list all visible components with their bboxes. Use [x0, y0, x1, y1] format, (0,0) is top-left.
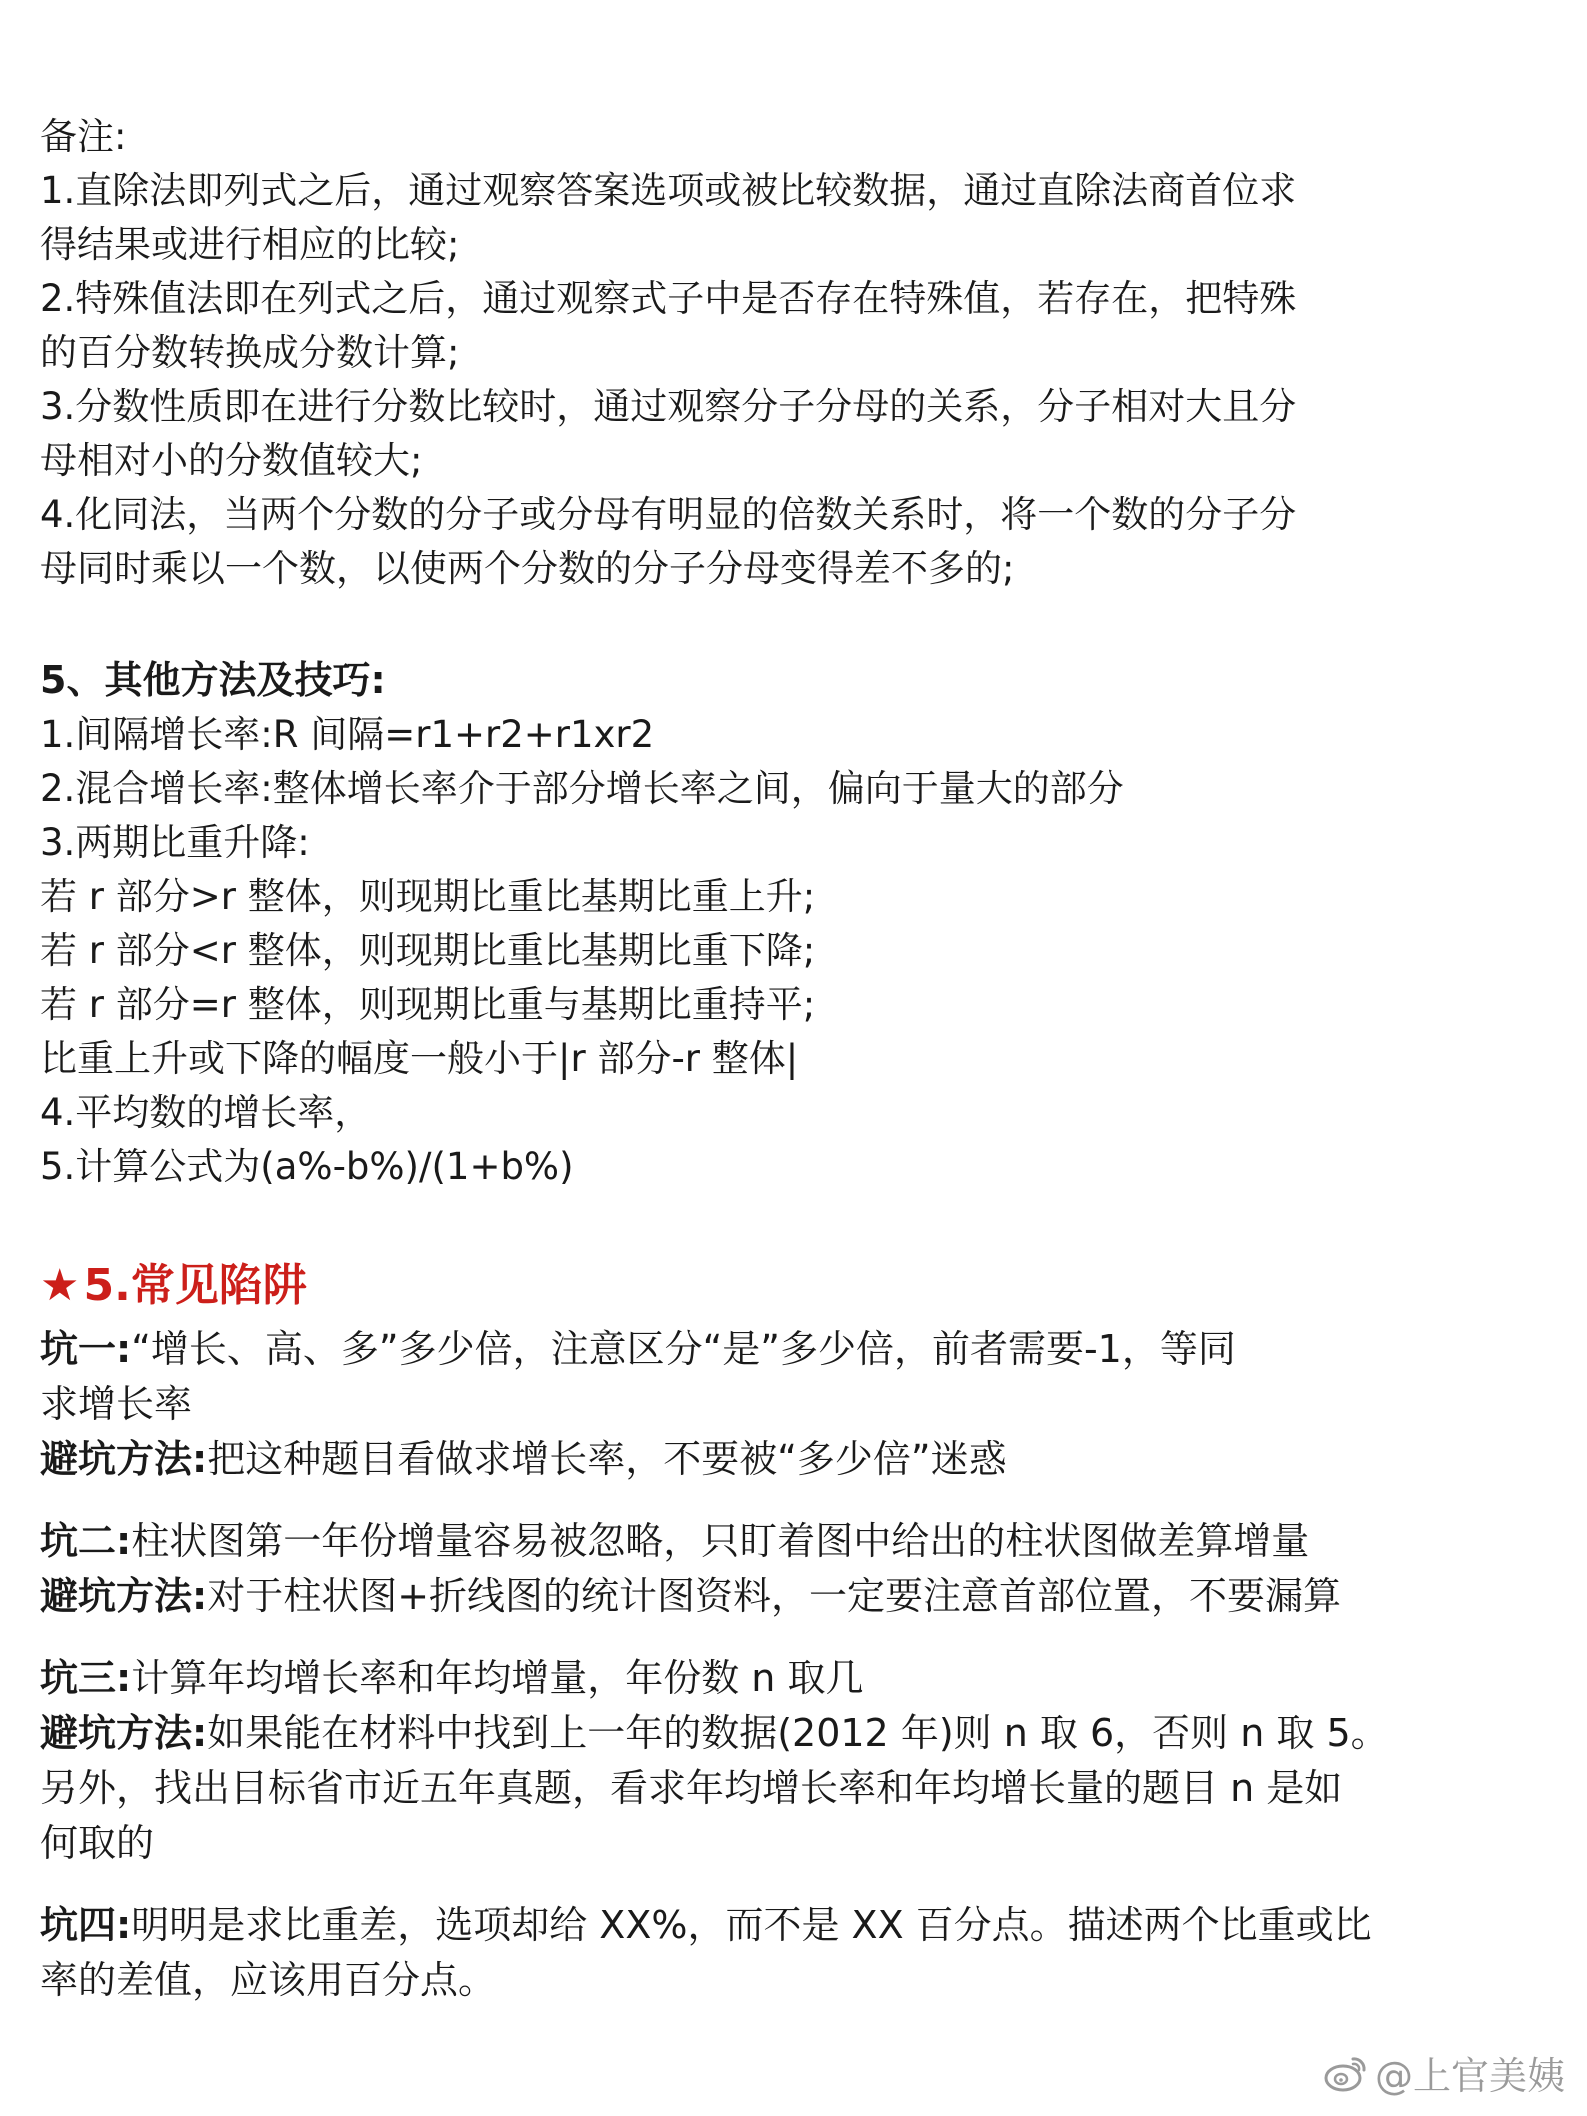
trap-label: 坑四: [40, 1903, 132, 1947]
trap-item-1 [40, 1322, 1540, 1487]
notes-section [40, 110, 1540, 596]
trap-label: 坑一: [40, 1327, 132, 1371]
trap-line [40, 1514, 1540, 1569]
notes-line: 的百分数转换成分数计算; [40, 331, 460, 374]
traps-heading [40, 1254, 1540, 1318]
fix-line [40, 1569, 1540, 1624]
trap-label: 坑二: [40, 1519, 132, 1563]
methods-line: 若 r 部分=r 整体，则现期比重与基期比重持平; [40, 983, 816, 1026]
spacer [40, 1194, 1540, 1254]
fix-label: 避坑方法: [40, 1437, 208, 1481]
trap-line: 求增长率 [40, 1382, 193, 1426]
trap-text: 计算年均增长率和年均增量，年份数 n 取几 [131, 1656, 864, 1700]
trap-item-2 [40, 1514, 1540, 1624]
traps-section [40, 1254, 1540, 2008]
trap-label: 坑三: [40, 1656, 132, 1700]
spacer [40, 596, 1540, 652]
methods-section [40, 652, 1540, 1194]
fix-text: 把这种题目看做求增长率，不要被“多少倍”迷惑 [207, 1437, 1007, 1481]
fix-line: 何取的 [40, 1821, 155, 1865]
watermark [1323, 2045, 1565, 2100]
methods-line: 若 r 部分<r 整体，则现期比重比基期比重下降; [40, 929, 816, 972]
fix-line [40, 1432, 1540, 1487]
weibo-icon [1323, 2053, 1369, 2093]
spacer [40, 1487, 1540, 1514]
methods-line: 1.间隔增长率:R 间隔=r1+r2+r1xr2 [40, 713, 655, 756]
notes-line: 3.分数性质即在进行分数比较时，通过观察分子分母的关系，分子相对大且分 [40, 385, 1297, 428]
star-icon: ★ [40, 1260, 80, 1311]
spacer [40, 1871, 1540, 1898]
trap-text: 柱状图第一年份增量容易被忽略，只盯着图中给出的柱状图做差算增量 [131, 1519, 1310, 1563]
trap-text: “增长、高、多”多少倍，注意区分“是”多少倍，前者需要-1，等同 [131, 1327, 1236, 1371]
watermark-text: @上官美姨 [1374, 2054, 1565, 2098]
notes-line: 2.特殊值法即在列式之后，通过观察式子中是否存在特殊值，若存在，把特殊 [40, 277, 1297, 320]
trap-line [40, 1651, 1540, 1706]
fix-text: 对于柱状图+折线图的统计图资料，一定要注意首部位置，不要漏算 [207, 1574, 1342, 1618]
methods-line: 3.两期比重升降: [40, 821, 310, 864]
notes-line: 母同时乘以一个数，以使两个分数的分子分母变得差不多的; [40, 547, 1015, 590]
notes-line: 1.直除法即列式之后，通过观察答案选项或被比较数据，通过直除法商首位求 [40, 169, 1297, 212]
methods-heading: 5、其他方法及技巧: [40, 658, 386, 702]
notes-title: 备注: [40, 115, 127, 158]
spacer [40, 1624, 1540, 1651]
fix-label: 避坑方法: [40, 1574, 208, 1618]
fix-text: 如果能在材料中找到上一年的数据(2012 年)则 n 取 6，否则 n 取 5。 [207, 1711, 1389, 1755]
trap-line [40, 1898, 1540, 1953]
methods-line: 若 r 部分>r 整体，则现期比重比基期比重上升; [40, 875, 816, 918]
document-page [40, 110, 1540, 2008]
methods-line: 2.混合增长率:整体增长率介于部分增长率之间，偏向于量大的部分 [40, 767, 1124, 810]
methods-line: 比重上升或下降的幅度一般小于|r 部分-r 整体| [40, 1037, 799, 1080]
traps-heading-text: 5.常见陷阱 [83, 1260, 307, 1311]
fix-line [40, 1706, 1540, 1761]
trap-item-3 [40, 1651, 1540, 1871]
notes-line: 4.化同法，当两个分数的分子或分母有明显的倍数关系时，将一个数的分子分 [40, 493, 1297, 536]
notes-line: 母相对小的分数值较大; [40, 439, 423, 482]
trap-item-4 [40, 1898, 1540, 2008]
trap-line [40, 1322, 1540, 1377]
trap-text: 明明是求比重差，选项却给 XX%，而不是 XX 百分点。描述两个比重或比 [131, 1903, 1372, 1947]
notes-line: 得结果或进行相应的比较; [40, 223, 460, 266]
methods-line: 4.平均数的增长率， [40, 1091, 372, 1134]
methods-line: 5.计算公式为(a%-b%)/(1+b%) [40, 1145, 574, 1188]
fix-label: 避坑方法: [40, 1711, 208, 1755]
trap-line: 率的差值，应该用百分点。 [40, 1958, 497, 2002]
fix-line: 另外，找出目标省市近五年真题，看求年均增长率和年均增长量的题目 n 是如 [40, 1766, 1343, 1810]
